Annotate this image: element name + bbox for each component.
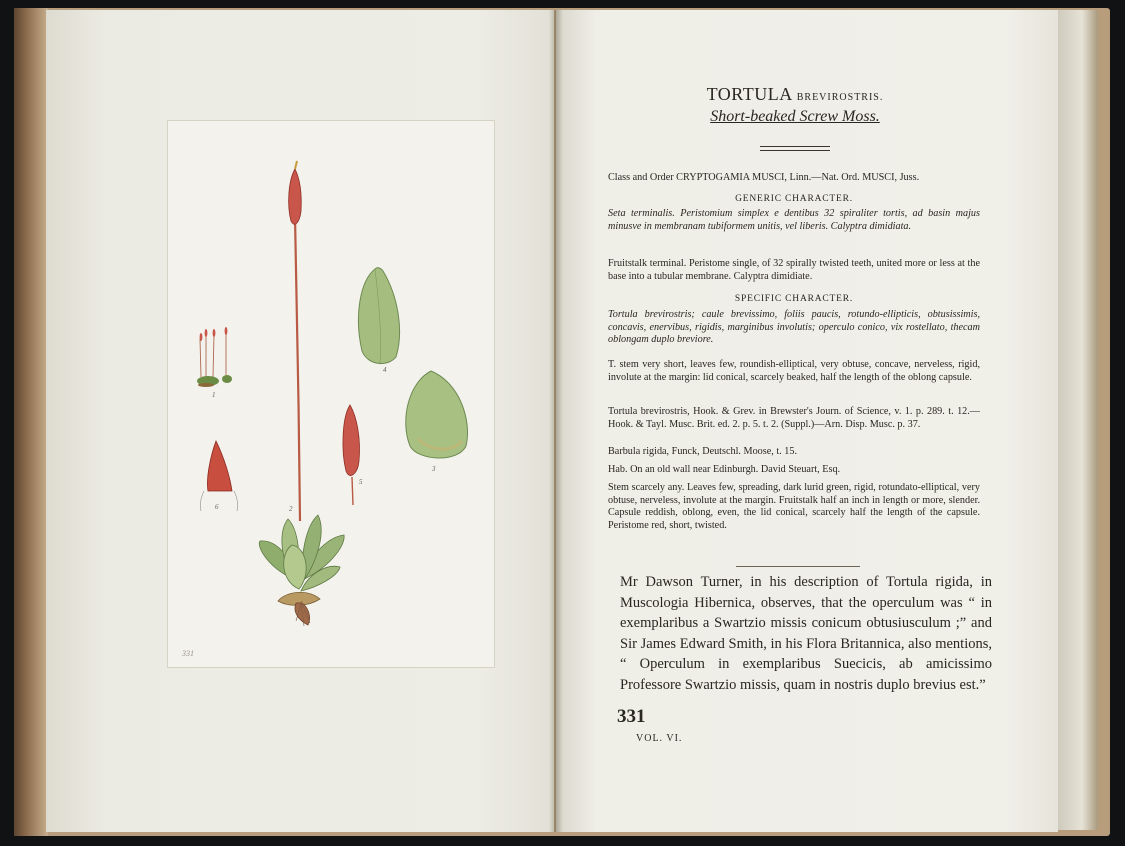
remark-paragraph: Mr Dawson Turner, in his description of Tortula rigida, in Muscologia Hibernica, observes, that the operculum was “ in exemplaribus a Swartzio missis conicum obtusiusculum ;” and Sir James Edward Smith, in his Flora Britannica, also mentions, “ Operculum in exemplaribus Suecicis, ab amicissimo Professore Swartzio missis, quam in nostris duplo brevius est.” <box>620 574 992 693</box>
synonym-2: Barbula rigida, Funck, Deutschl. Moose, t. 15. <box>608 446 798 457</box>
capsule-detail-5 <box>343 405 360 476</box>
specific-english: T. stem very short, leaves few, roundish-elliptical, very obtuse, concave, nerveless, rigid, involute at the margin: lid conical, scarcely beaked, half the length of the oblong capsule. <box>608 359 980 383</box>
page-gutter <box>549 10 563 832</box>
book-spine <box>14 8 48 836</box>
divider <box>760 150 830 151</box>
divider <box>736 566 860 567</box>
signature-number: 331 <box>617 706 646 727</box>
fruitstalk <box>295 216 300 521</box>
figure-label: 6 <box>215 503 219 511</box>
specific-heading: SPECIFIC CHARACTER. <box>734 294 854 304</box>
leaf-detail-4 <box>358 268 399 364</box>
leaf-rosette <box>259 515 344 626</box>
figure-label: 5 <box>359 478 363 486</box>
volume-number: VOL. VI. <box>636 733 683 744</box>
page-title <box>600 84 990 105</box>
capsule-lid <box>295 161 297 169</box>
small-plants-1 <box>197 327 232 387</box>
calyptra-detail-6 <box>207 441 232 491</box>
generic-latin: Seta terminalis. Peristomium simplex e dentibus 32 spiraliter tortis, ad basin majus minusve in membranam tubiformem unitis, vel liberis. Calyptra dimidiata. <box>608 208 980 232</box>
synonym-1: Tortula brevirostris, Hook. & Grev. in Brewster's Journ. of Science, v. 1. p. 289. t. 12.—Hook. & Tayl. Musc. Brit. ed. 2. p. 5. t. 2. (Suppl.)—Arn. Disp. Musc. p. 37. <box>608 406 980 430</box>
figure-label: 1 <box>212 391 216 399</box>
capsule-main <box>289 169 302 224</box>
description: Stem scarcely any. Leaves few, spreading, dark lurid green, rigid, rotundato-elliptical, very obtuse, nerveless, involute at the margin. Fruitstalk half an inch in length or more, slender. Capsule reddish, oblong, even, the lid conical, scarcely half the length of the capsule. Peristome red, short, twisted. <box>608 482 980 531</box>
plate-illustration <box>168 121 494 667</box>
botanical-plate <box>167 120 495 668</box>
class-line: Class and Order CRYPTOGAMIA MUSCI, Linn.—Nat. Ord. MUSCI, Juss. <box>608 172 920 183</box>
figure-label: 4 <box>383 366 387 374</box>
next-page-edge <box>1058 10 1098 830</box>
common-name: Short-beaked Screw Moss. <box>710 108 880 125</box>
specific-latin: Tortula brevirostris; caule brevissimo, foliis paucis, rotundo-ellipticis, obtusissimis, concavis, enervibus, rigidis, marginibus involutis; operculo conico, vix rostellato, thecam oblongam duplo breviore. <box>608 309 980 346</box>
divider <box>760 146 830 147</box>
figure-label: 3 <box>432 465 436 473</box>
generic-heading: GENERIC CHARACTER. <box>735 194 853 204</box>
generic-english: Fruitstalk terminal. Peristome single, of 32 spirally twisted teeth, united more or less at the base into a tubular membrane. Calyptra dimidiate. <box>608 258 980 282</box>
plate-number: 331 <box>182 649 194 658</box>
habitat: Hab. On an old wall near Edinburgh. David Steuart, Esq. <box>608 464 841 475</box>
title-genus: TORTULA <box>706 84 792 104</box>
figure-label: 2 <box>289 505 293 513</box>
title-species: BREVIROSTRIS. <box>796 92 884 103</box>
